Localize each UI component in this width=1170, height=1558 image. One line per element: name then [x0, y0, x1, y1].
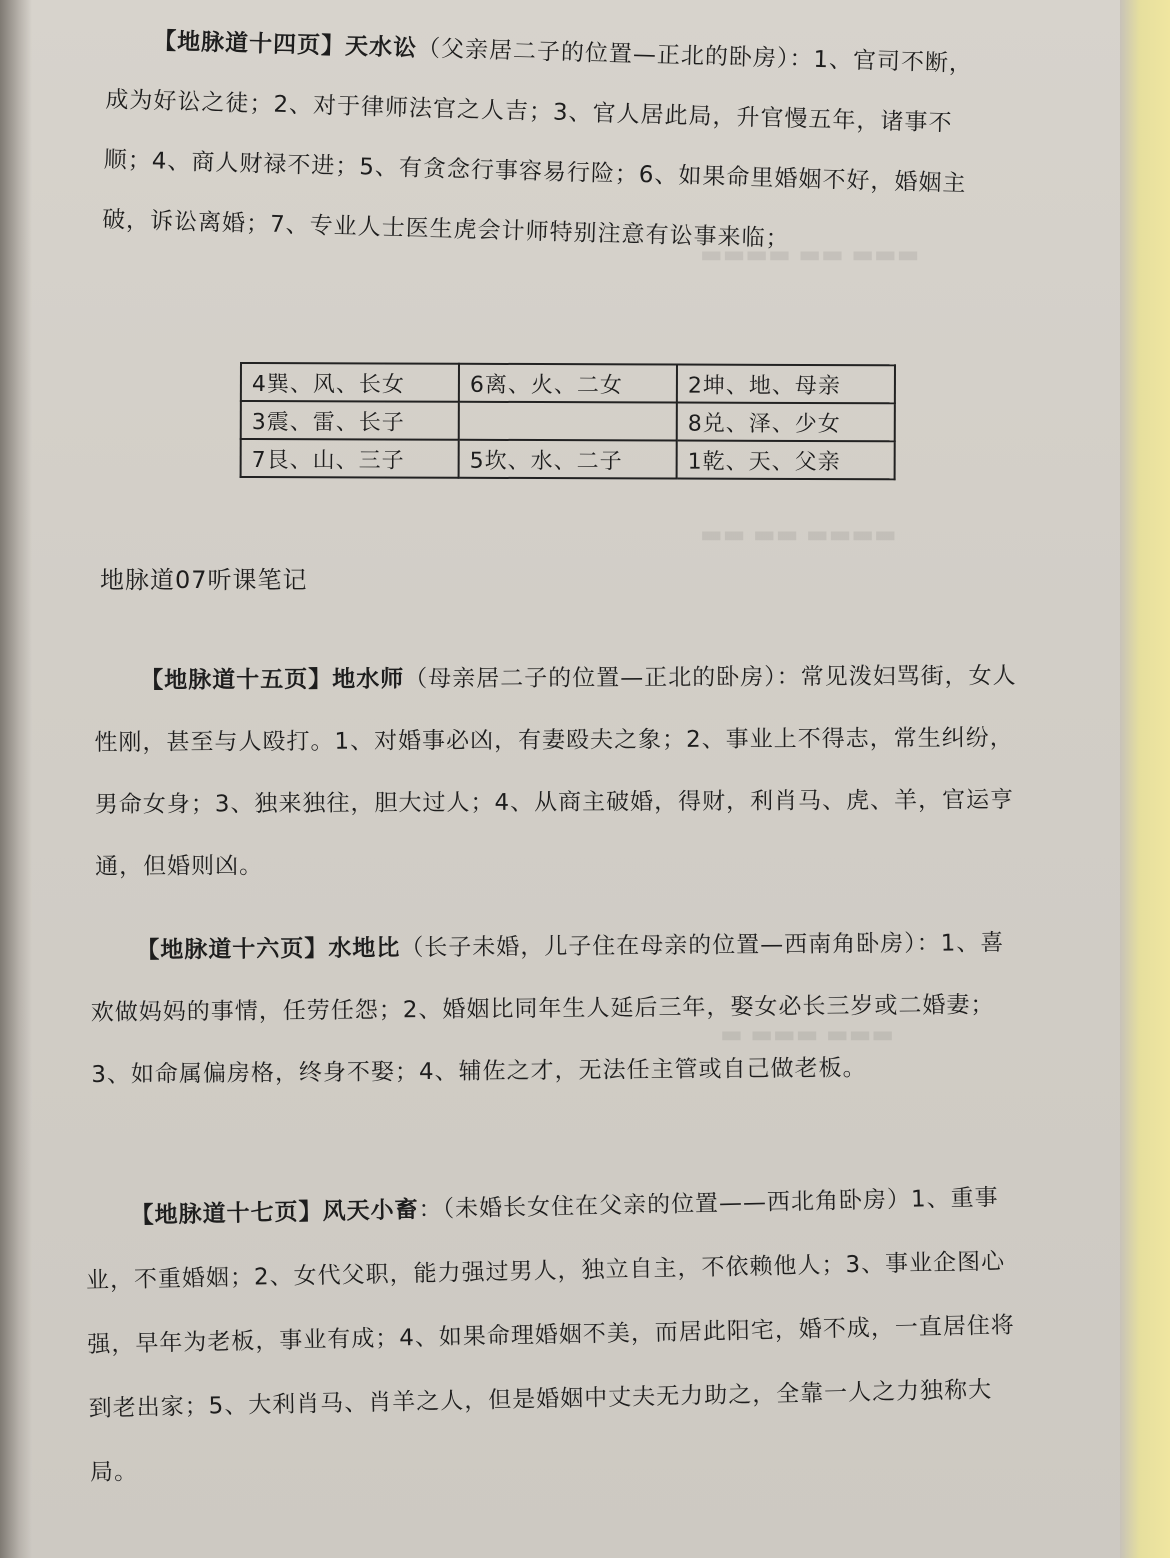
stacked-page-edges	[1120, 0, 1170, 1558]
paragraph-page-16	[90, 912, 1027, 1106]
table-row	[241, 401, 895, 441]
paragraph-page-15	[94, 645, 1030, 898]
paragraph-heading: 【地脉道十六页】水地比	[136, 935, 401, 964]
table-cell: 8兑、泽、少女	[677, 403, 895, 442]
paragraph-heading: 【地脉道十七页】风天小畜	[130, 1197, 419, 1230]
paragraph-body: （长子未婚，儿子住在母亲的位置—西南角卧房）：1、喜欢做妈妈的事情，任劳任怨；2、婚姻比同年生人延后三年，娶女必长三岁或二婚妻；3、如命属偏房格，终身不娶；4、辅佐之才，无法任主管或自己做老板。	[90, 930, 1005, 1088]
table-cell: 3震、雷、长子	[241, 401, 459, 440]
table-cell: 2坤、地、母亲	[677, 365, 895, 404]
table-row	[241, 439, 895, 479]
paragraph-body: ：（未婚长女住在父亲的位置——西北角卧房）1、重事业，不重婚姻；2、女代父职，能力强过男人，独立自主，不依赖他人；3、事业企图心强，早年为老板，事业有成；4、如果命理婚姻不美，而居此阳宅，婚不成，一直居住将到老出家；5、大利肖马、肖羊之人，但是婚姻中丈夫无力助之，全靠一人之力独称大局。	[85, 1184, 1016, 1486]
bleed-through-decoration: ▬▬▬ ▬▬ ▬▬▬▬	[700, 240, 920, 268]
bleed-through-decoration: ▬▬▬▬ ▬▬ ▬▬	[700, 520, 897, 548]
paragraph-page-17	[84, 1165, 1040, 1505]
bagua-table	[240, 362, 896, 480]
paragraph-page-14	[101, 10, 987, 274]
table-cell: 5坎、水、二子	[459, 440, 677, 479]
table-cell: 7艮、山、三子	[241, 439, 459, 478]
paragraph-body: （父亲居二子的位置—正北的卧房）：1、官司不断，成为好讼之徒；2、对于律师法官之人吉；3、官人居此局，升官慢五年，诸事不顺；4、商人财禄不进；5、有贪念行事容易行险；6、如果命里婚姻不好，婚姻主破，诉讼离婚；7、专业人士医生虎会计师特别注意有讼事来临；	[101, 35, 974, 253]
table-row	[241, 363, 895, 403]
table-cell: 1乾、天、父亲	[677, 441, 895, 480]
paragraph-body: （母亲居二子的位置—正北的卧房）：常见泼妇骂街，女人性刚，甚至与人殴打。1、对婚事必凶，有妻殴夫之象；2、事业上不得志，常生纠纷，男命女身；3、独来独往，胆大过人；4、从商主破婚，得财，利肖马、虎、羊，官运亨通，但婚则凶。	[94, 663, 1017, 880]
bleed-through-decoration: ▬▬▬ ▬▬▬ ▬	[720, 1020, 894, 1048]
table-cell: 4巽、风、长女	[241, 363, 459, 402]
table-cell	[459, 402, 677, 441]
paragraph-heading: 【地脉道十四页】天水讼	[152, 28, 418, 62]
paragraph-heading: 【地脉道十五页】地水师	[140, 666, 405, 694]
section-heading: 地脉道07听课笔记	[100, 566, 308, 594]
table-cell: 6离、火、二女	[459, 364, 677, 403]
